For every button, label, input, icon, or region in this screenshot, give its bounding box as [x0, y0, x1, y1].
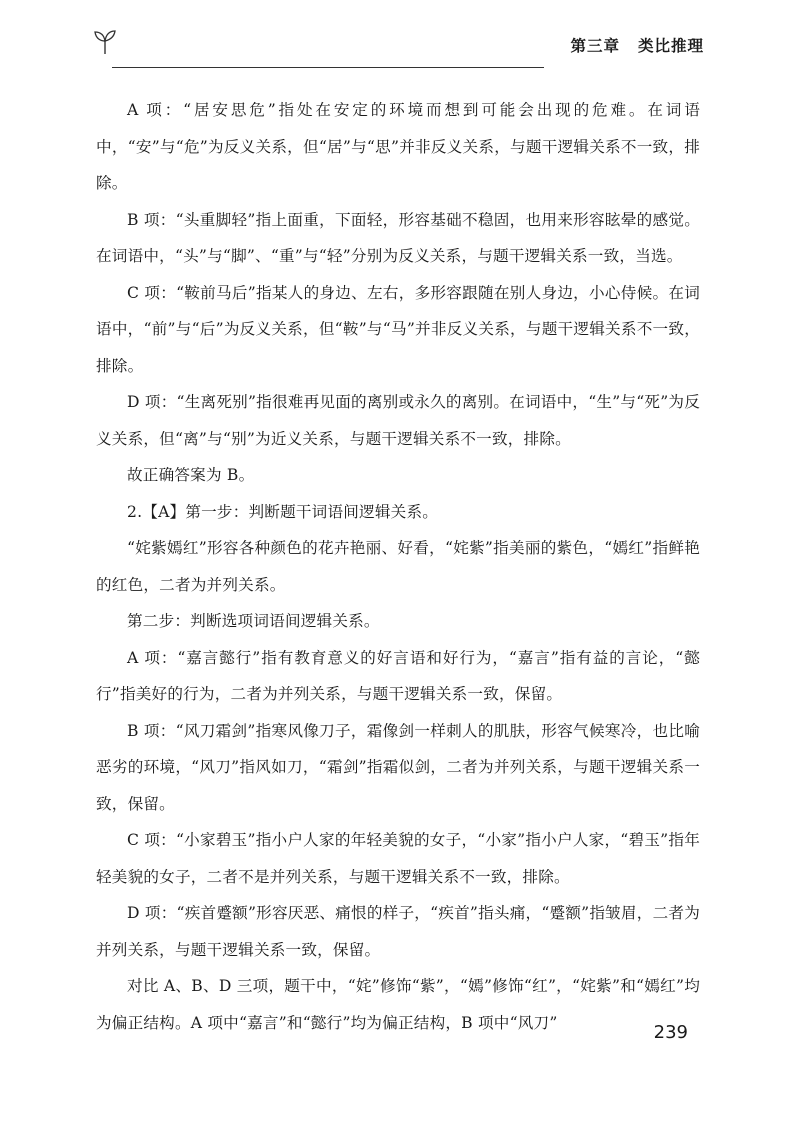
page-body: [96, 92, 700, 1041]
paragraph: 第二步：判断选项词语间逻辑关系。: [127, 612, 380, 630]
running-header: [92, 26, 704, 66]
page-number: 239: [653, 1022, 688, 1043]
paragraph: 对比 A、B、D 三项，题干中，“姹”修饰“紫”，“嫣”修饰“红”，“姹紫”和“嫣红”均为偏正结构。A 项中“嘉言”和“懿行”均为偏正结构，B 项中“风刀”: [96, 977, 700, 1032]
header-rule: [112, 67, 544, 68]
chapter-label: 第三章: [570, 37, 620, 55]
paragraph: B 项：“头重脚轻”指上面重，下面轻，形容基础不稳固，也用来形容眩晕的感觉。在词语中，“头”与“脚”、“重”与“轻”分别为反义关系，与题干逻辑关系一致，当选。: [96, 210, 700, 265]
paragraph: C 项：“小家碧玉”指小户人家的年轻美貌的女子，“小家”指小户人家，“碧玉”指年轻美貌的女子，二者不是并列关系，与题干逻辑关系不一致，排除。: [96, 831, 700, 886]
section-label: 类比推理: [637, 37, 704, 55]
paragraph: “姹紫嫣红”形容各种颜色的花卉艳丽、好看，“姹紫”指美丽的紫色，“嫣红”指鲜艳的红色，二者为并列关系。: [96, 539, 700, 594]
paragraph: C 项：“鞍前马后”指某人的身边、左右，多形容跟随在别人身边，小心侍候。在词语中，“前”与“后”为反义关系，但“鞍”与“马”并非反义关系，与题干逻辑关系不一致，排除。: [96, 283, 700, 375]
paragraph: A 项：“嘉言懿行”指有教育意义的好言语和好行为，“嘉言”指有益的言论，“懿行”指美好的行为，二者为并列关系，与题干逻辑关系一致，保留。: [96, 648, 700, 703]
paragraph: A 项：“居安思危”指处在安定的环境而想到可能会出现的危难。在词语中，“安”与“危”为反义关系，但“居”与“思”并非反义关系，与题干逻辑关系不一致，排除。: [96, 101, 700, 192]
sprout-icon: [92, 28, 118, 56]
paragraph: D 项：“疾首蹙额”形容厌恶、痛恨的样子，“疾首”指头痛，“蹙额”指皱眉，二者为并列关系，与题干逻辑关系一致，保留。: [96, 904, 700, 959]
chapter-title: [570, 34, 704, 56]
paragraph: B 项：“风刀霜剑”指寒风像刀子，霜像剑一样刺人的肌肤，形容气候寒冷，也比喻恶劣的环境，“风刀”指风如刀，“霜剑”指霜似剑，二者为并列关系，与题干逻辑关系一致，保留。: [96, 721, 700, 813]
paragraph: 2.【A】第一步：判断题干词语间逻辑关系。: [127, 502, 439, 521]
paragraph: D 项：“生离死别”指很难再见面的离别或永久的离别。在词语中，“生”与“死”为反义关系，但“离”与“别”为近义关系，与题干逻辑关系不一致，排除。: [96, 393, 700, 448]
paragraph: 故正确答案为 B。: [127, 466, 255, 484]
